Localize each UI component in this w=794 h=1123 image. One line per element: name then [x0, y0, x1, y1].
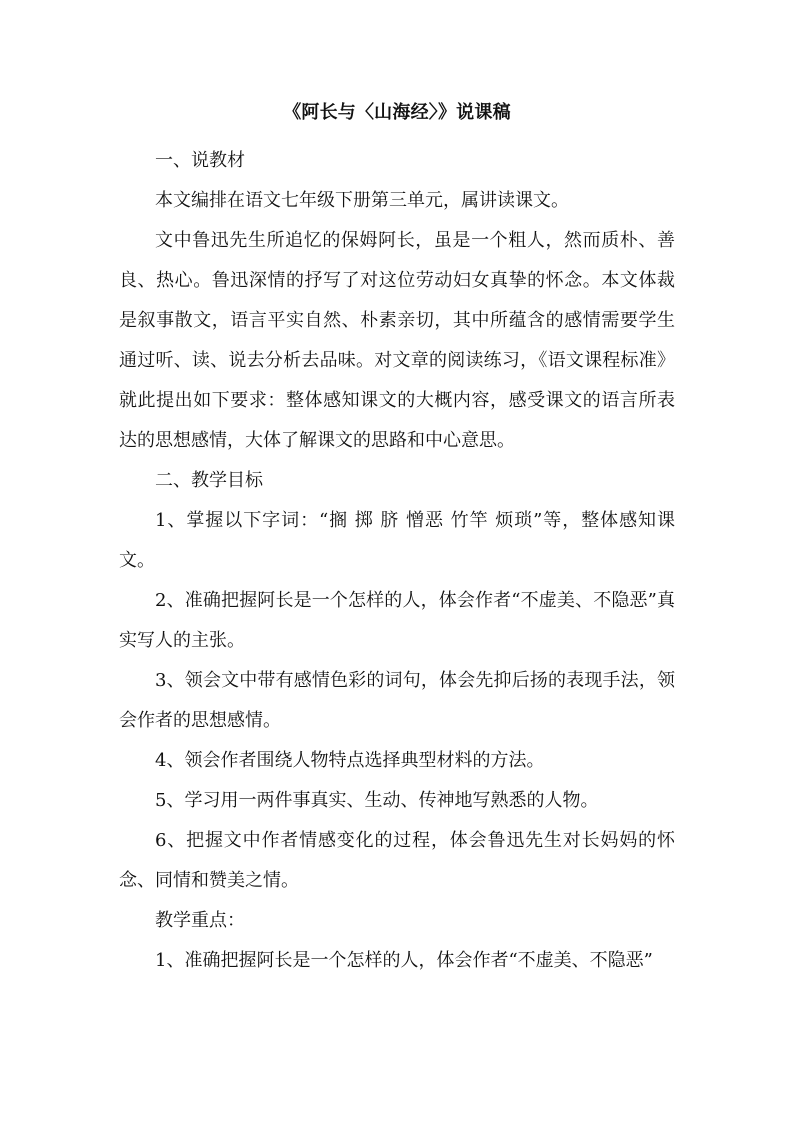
objective-item-2: 2、准确把握阿长是一个怎样的人，体会作者“不虚美、不隐恶”真实写人的主张。: [119, 590, 675, 651]
objective-item-6: 6、把握文中作者情感变化的过程，体会鲁迅先生对长妈妈的怀念、同情和赞美之情。: [119, 830, 675, 891]
textbook-analysis-paragraph: 文中鲁迅先生所追忆的保姆阿长，虽是一个粗人，然而质朴、善良、热心。鲁迅深情的抒写了对这位劳动妇女真挚的怀念。本文体裁是叙事散文，语言平实自然、朴素亲切，其中所蕴含的感情需要学生通过听、读、说去分析去品味。对文章的阅读练习，《语文课程标准》就此提出如下要求：整体感知课文的大概内容，感受课文的语言所表达的思想感情，大体了解课文的思路和中心意思。: [119, 230, 675, 451]
document-title: 《阿长与〈山海经〉》说课稿: [283, 102, 511, 123]
objective-item-5: 5、学习用一两件事真实、生动、传神地写熟悉的人物。: [155, 790, 599, 811]
teaching-focus-item-1: 1、准确把握阿长是一个怎样的人，体会作者“不虚美、不隐恶”: [155, 950, 653, 971]
objective-item-1: 1、掌握以下字词：“搁 掷 脐 憎恶 竹竿 烦琐”等，整体感知课文。: [119, 510, 675, 571]
document-content: [119, 92, 675, 981]
section-heading-objectives: 二、教学目标: [155, 470, 263, 491]
teaching-focus-heading: 教学重点：: [155, 910, 245, 931]
objective-item-4: 4、领会作者围绕人物特点选择典型材料的方法。: [155, 750, 545, 771]
section-heading-textbook: 一、说教材: [155, 150, 245, 171]
textbook-placement-paragraph: 本文编排在语文七年级下册第三单元，属讲读课文。: [155, 190, 569, 211]
objective-item-3: 3、领会文中带有感情色彩的词句，体会先抑后扬的表现手法，领会作者的思想感情。: [119, 670, 675, 731]
